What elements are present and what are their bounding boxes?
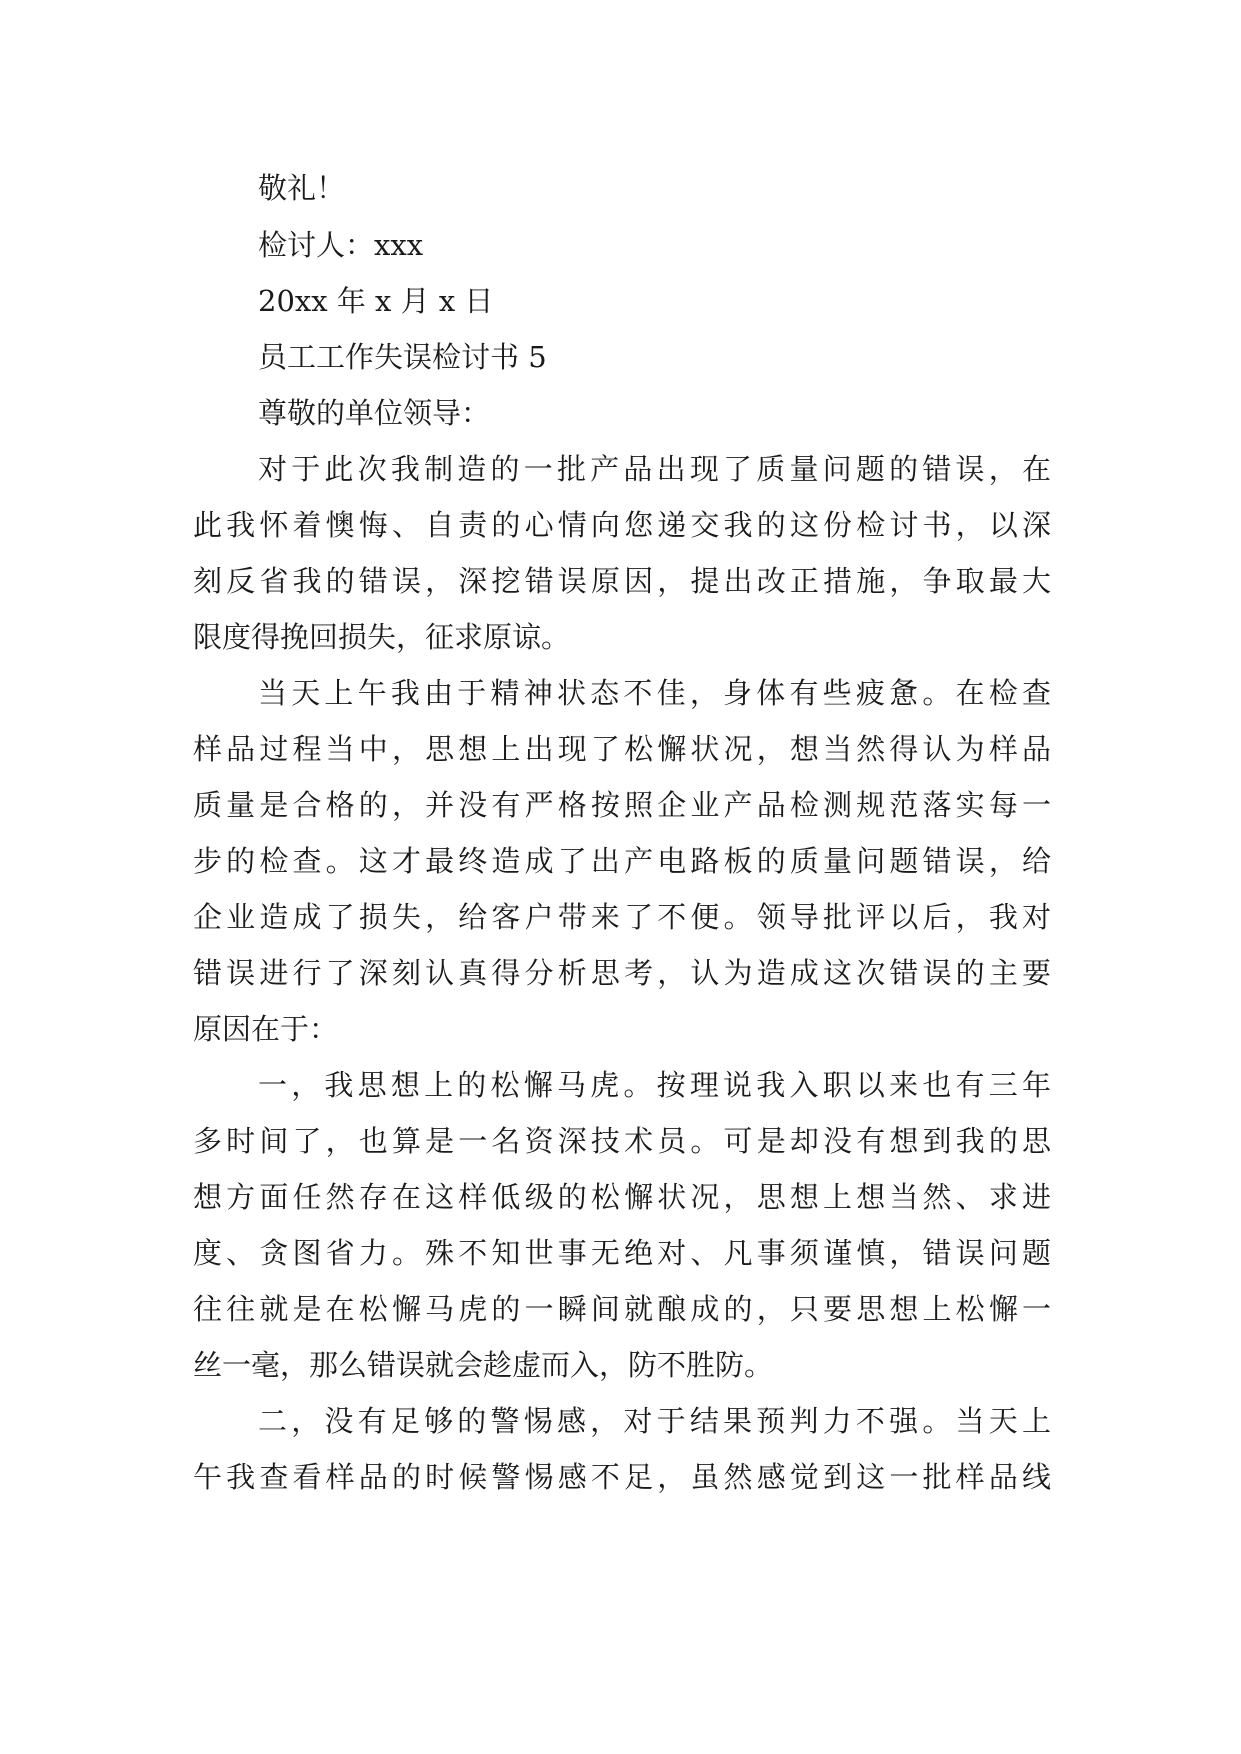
paragraph-line: 企业造成了损失，给客户带来了不便。领导批评以后，我对 [193, 900, 1051, 934]
paragraph-line: 当天上午我由于精神状态不佳，身体有些疲惫。在检查 [258, 676, 1051, 710]
paragraph-line: 一，我思想上的松懈马虎。按理说我入职以来也有三年 [258, 1068, 1051, 1102]
paragraph-line: 错误进行了深刻认真得分析思考，认为造成这次错误的主要 [193, 956, 1051, 990]
salutation-text: 尊敬的单位领导： [258, 396, 491, 430]
date-text: 20xx 年 x 月 x 日 [258, 284, 494, 318]
paragraph-line: 午我查看样品的时候警惕感不足，虽然感觉到这一批样品线 [193, 1460, 1051, 1494]
paragraph-line: 样品过程当中，思想上出现了松懈状况，想当然得认为样品 [193, 732, 1051, 766]
signer-text: 检讨人：xxx [258, 228, 424, 262]
paragraph-line: 二，没有足够的警惕感，对于结果预判力不强。当天上 [258, 1404, 1051, 1438]
paragraph-line: 原因在于： [193, 1012, 339, 1046]
closing-text: 敬礼！ [258, 171, 346, 205]
paragraph-line: 对于此次我制造的一批产品出现了质量问题的错误，在 [258, 452, 1051, 486]
paragraph-line: 往往就是在松懈马虎的一瞬间就酿成的，只要思想上松懈一 [193, 1292, 1051, 1326]
paragraph-line: 步的检查。这才最终造成了出产电路板的质量问题错误，给 [193, 844, 1051, 878]
paragraph-line: 刻反省我的错误，深挖错误原因，提出改正措施，争取最大 [193, 564, 1051, 598]
paragraph-line: 度、贪图省力。殊不知世事无绝对、凡事须谨慎，错误问题 [193, 1236, 1051, 1270]
section-title: 员工工作失误检讨书 5 [258, 340, 547, 374]
paragraph-line: 限度得挽回损失，征求原谅。 [193, 620, 571, 654]
paragraph-line: 想方面任然存在这样低级的松懈状况，思想上想当然、求进 [193, 1180, 1051, 1214]
paragraph-line: 多时间了，也算是一名资深技术员。可是却没有想到我的思 [193, 1124, 1051, 1158]
paragraph-line: 丝一毫，那么错误就会趁虚而入，防不胜防。 [193, 1348, 774, 1382]
paragraph-line: 此我怀着懊悔、自责的心情向您递交我的这份检讨书，以深 [193, 508, 1051, 542]
paragraph-line: 质量是合格的，并没有严格按照企业产品检测规范落实每一 [193, 788, 1051, 822]
